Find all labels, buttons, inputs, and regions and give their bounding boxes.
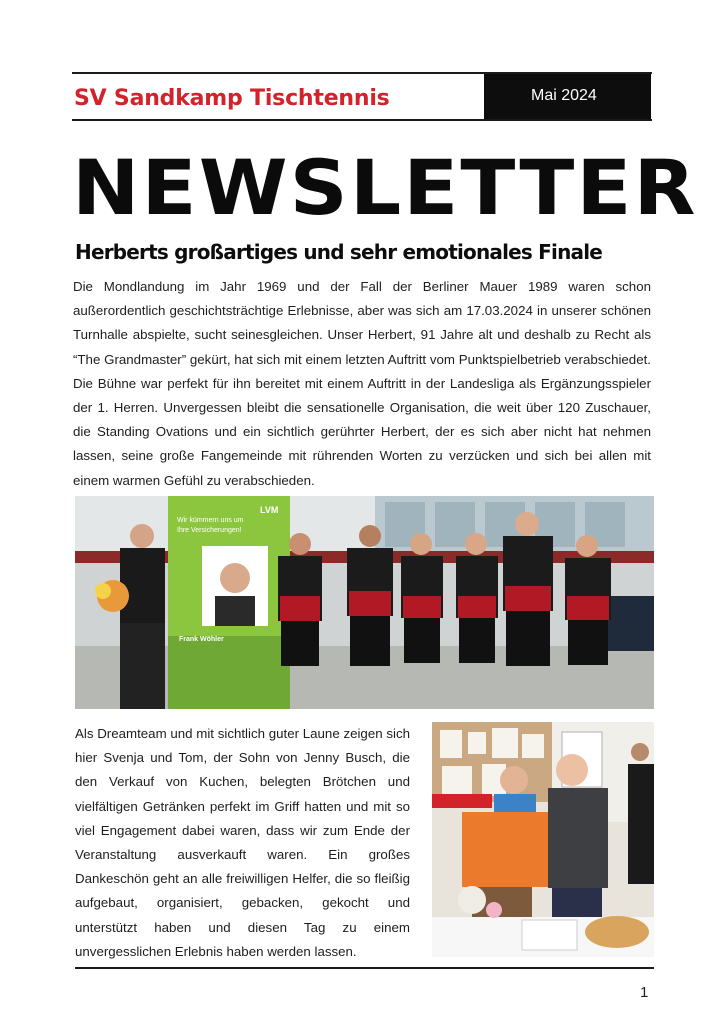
page-number: 1 <box>640 984 649 1001</box>
issue-date-box <box>484 74 651 119</box>
banner-agent-name: Frank Wöhler <box>179 636 224 643</box>
article-headline: Herberts großartiges und sehr emotionales Finale <box>75 240 603 264</box>
team-photo <box>75 496 654 709</box>
banner-slogan-line1: Wir kümmern uns um <box>177 517 244 524</box>
article-intro-paragraph: Die Mondlandung im Jahr 1969 und der Fall der Berliner Mauer 1989 waren schon außerordentlich geschichtsträchtige Erlebnisse, aber was sich am 17.03.2024 in unserer schönen Turnhalle abspielte, sucht seinesgleichen. Unser Herbert, 91 Jahre alt und deshalb zu Recht als “The Grandmaster” gekürt, hat sich mit einem letzten Auftritt vom Punktspielbetrieb verabschiedet. Die Bühne war perfekt für ihn bereitet mit einem Auftritt in der Landesliga als Ergänzungsspieler der 1. Herren. Unvergessen bleibt die sensationelle Organisation, die weit über 120 Zuschauer, die Standing Ovations und ein sichtlich gerührter Herbert, der es sich aber nicht hat nehmen lassen, seine große Fangemeinde mit rührenden Worten zu verzücken und sich bei allen mit einem warmen Gefühl zu verabschieden. <box>73 279 651 488</box>
banner-slogan-line2: Ihre Versicherungen! <box>177 527 242 534</box>
issue-date: Mai 2024 <box>531 87 597 104</box>
banner-brand-logo: LVM <box>260 505 279 515</box>
footer-rule <box>75 967 654 969</box>
header-bottom-rule <box>72 119 652 121</box>
volunteers-photo <box>432 722 654 957</box>
organization-name: SV Sandkamp Tischtennis <box>74 86 390 111</box>
newsletter-masthead: NEWSLETTER <box>72 143 698 232</box>
article-story-paragraph: Als Dreamteam und mit sichtlich guter Laune zeigen sich hier Svenja und Tom, der Sohn von Jenny Busch, die den Verkauf von Kuchen, belegten Brötchen und vielfältigen Getränken perfekt im Griff hatten und mit so viel Engagement dabei waren, dass wir zum Ende der Veranstaltung ausverkauft waren. Ein großes Dankeschön geht an alle freiwilligen Helfer, die so fleißig aufgebaut, organisiert, gebacken, gekocht und unterstützt haben und diesen Tag zu einem unvergesslichen Erlebnis haben werden lassen. <box>75 726 410 959</box>
